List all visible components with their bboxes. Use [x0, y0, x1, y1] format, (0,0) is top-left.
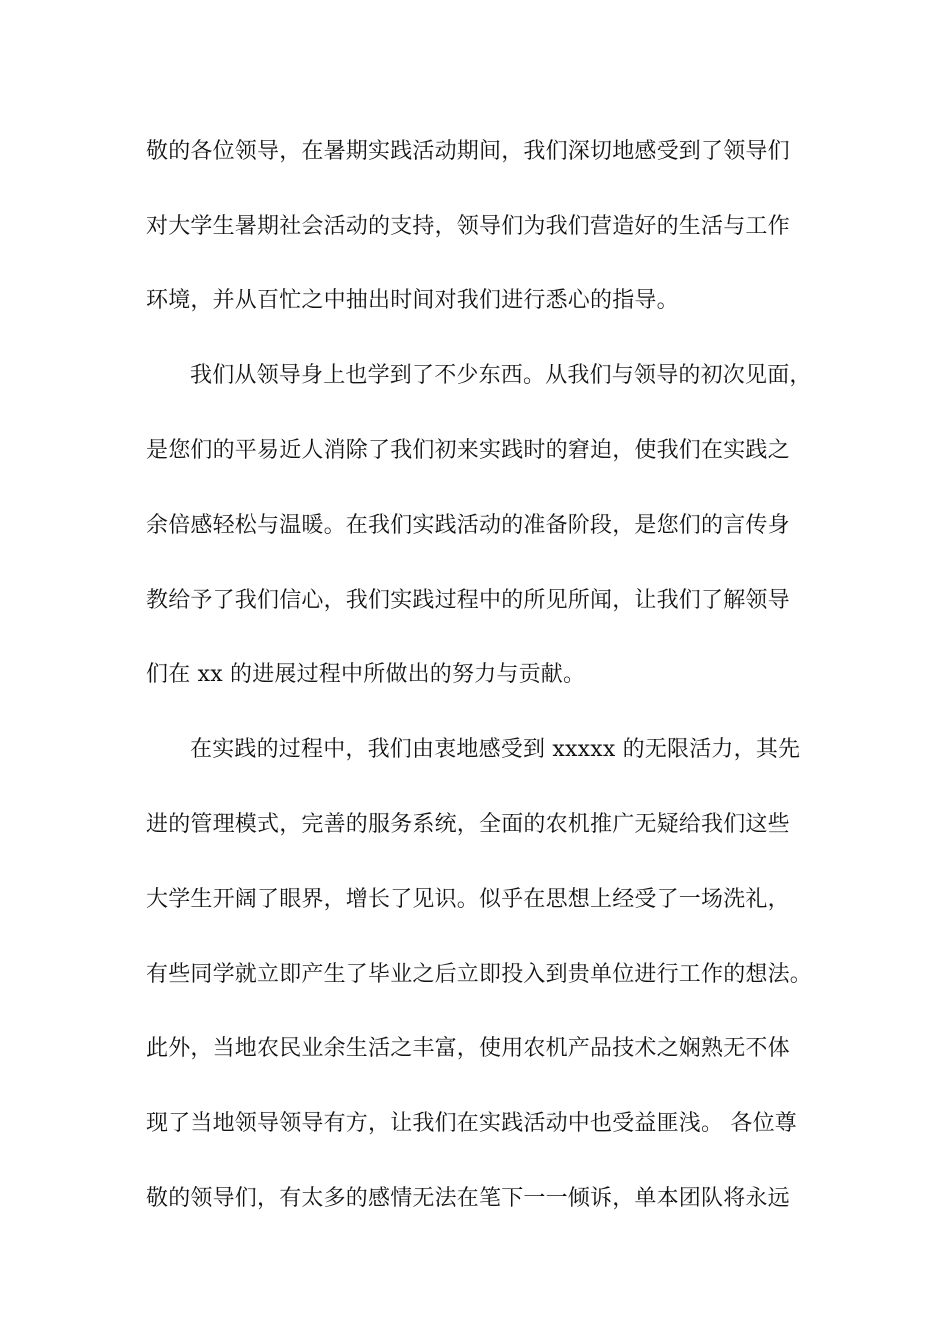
text-line: 进的管理模式，完善的服务系统，全面的农机推广无疑给我们这些: [146, 812, 790, 837]
text-line: 敬的各位领导，在暑期实践活动期间，我们深切地感受到了领导们: [146, 139, 790, 164]
text-line: 在实践的过程中，我们由衷地感受到 xxxxx 的无限活力，其先: [190, 737, 801, 762]
text-line: 此外，当地农民业余生活之丰富，使用农机产品技术之娴熟无不体: [146, 1036, 790, 1061]
text-line: 对大学生暑期社会活动的支持，领导们为我们营造好的生活与工作: [146, 214, 790, 239]
text-line: 环境，并从百忙之中抽出时间对我们进行悉心的指导。: [146, 288, 679, 313]
text-line: 大学生开阔了眼界，增长了见识。似乎在思想上经受了一场洗礼，: [146, 887, 790, 912]
text-line: 敬的领导们，有太多的感情无法在笔下一一倾诉，单本团队将永远: [146, 1186, 790, 1211]
text-line: 我们从领导身上也学到了不少东西。从我们与领导的初次见面，: [190, 363, 812, 388]
text-line: 现了当地领导领导有方，让我们在实践活动中也受益匪浅。 各位尊: [146, 1111, 797, 1136]
text-line: 是您们的平易近人消除了我们初来实践时的窘迫，使我们在实践之: [146, 438, 790, 463]
text-line: 有些同学就立即产生了毕业之后立即投入到贵单位进行工作的想法。: [146, 962, 813, 987]
text-line: 们在 xx 的进展过程中所做出的努力与贡献。: [146, 662, 586, 687]
text-line: 教给予了我们信心，我们实践过程中的所见所闻，让我们了解领导: [146, 588, 790, 613]
text-line: 余倍感轻松与温暖。在我们实践活动的准备阶段，是您们的言传身: [146, 513, 790, 538]
